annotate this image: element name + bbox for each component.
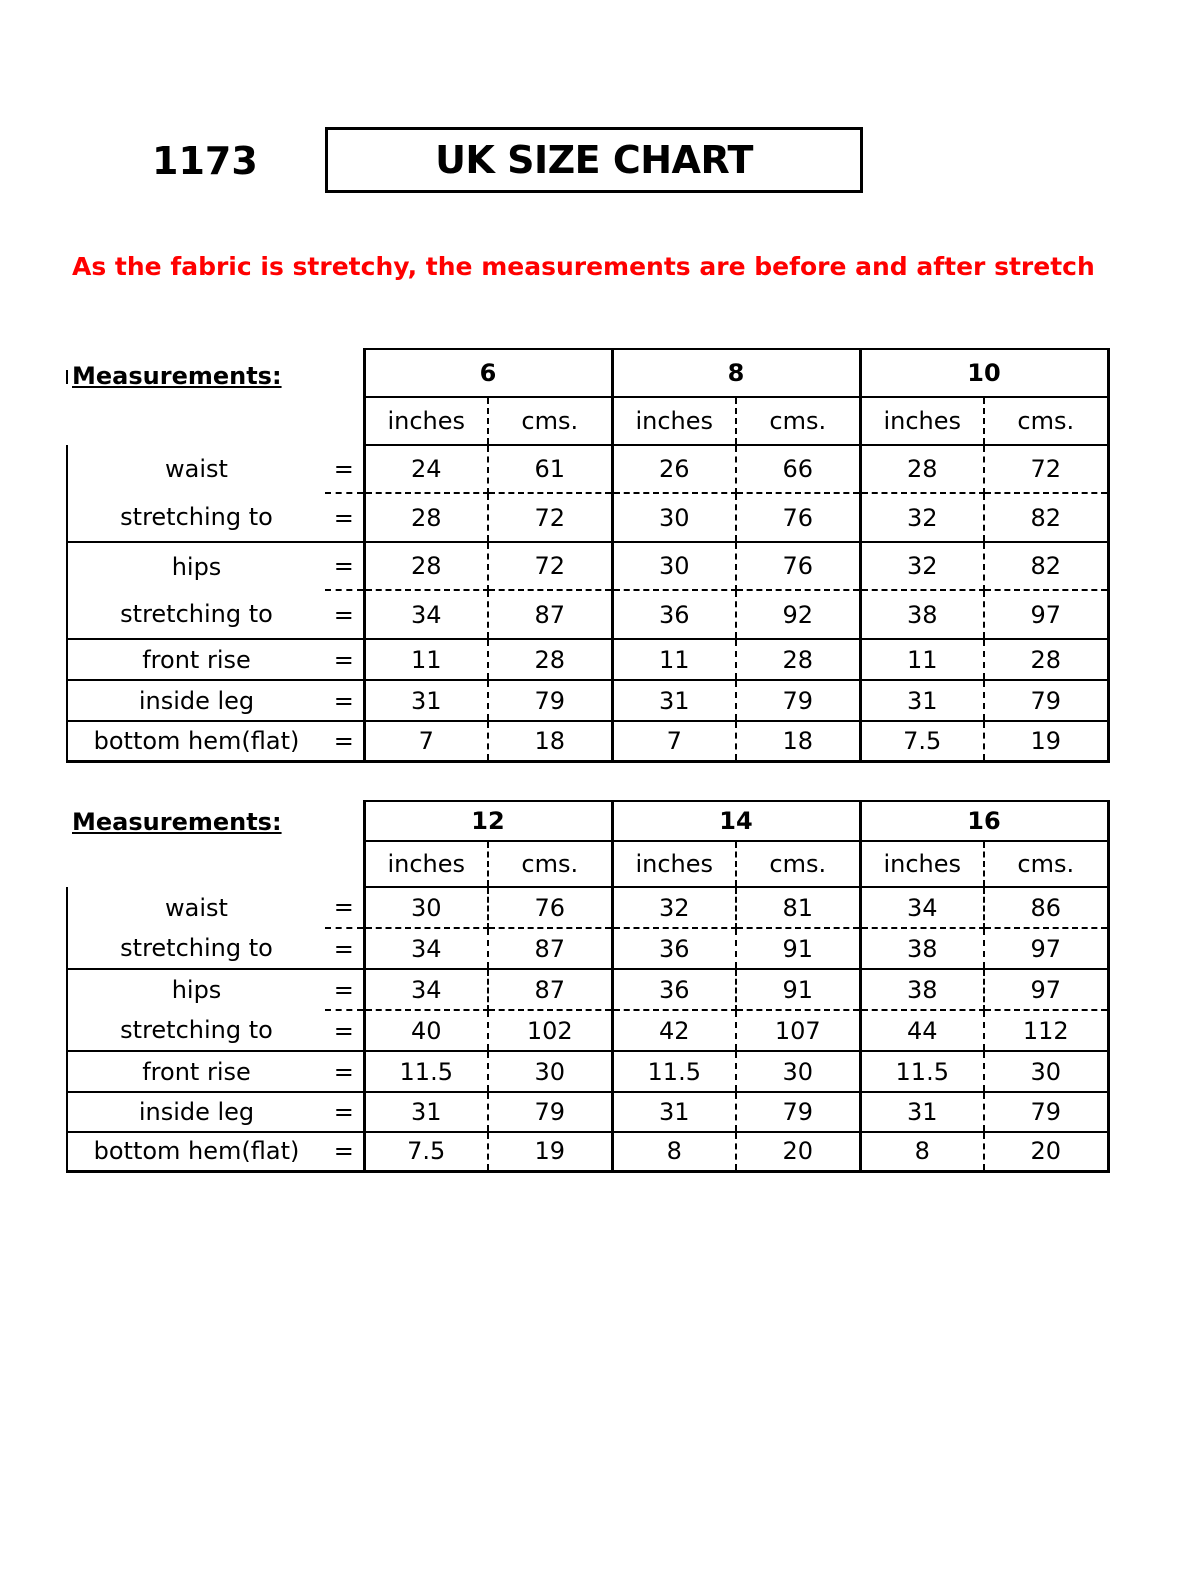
size-header-row xyxy=(67,349,1108,397)
size-table xyxy=(66,800,1110,1173)
value-cms: 97 xyxy=(984,928,1108,969)
value-cms: 87 xyxy=(488,928,612,969)
value-inches: 32 xyxy=(860,542,984,590)
value-cms: 86 xyxy=(984,887,1108,928)
value-cms: 97 xyxy=(984,969,1108,1010)
value-cms: 97 xyxy=(984,590,1108,639)
equals-sign: = xyxy=(325,639,364,680)
value-cms: 19 xyxy=(984,721,1108,761)
unit-cms: cms. xyxy=(488,841,612,887)
value-cms: 92 xyxy=(736,590,860,639)
equals-sign: = xyxy=(325,445,364,493)
value-cms: 61 xyxy=(488,445,612,493)
table-row xyxy=(67,639,1108,680)
value-inches: 31 xyxy=(364,1092,488,1132)
value-cms: 87 xyxy=(488,590,612,639)
value-inches: 31 xyxy=(860,1092,984,1132)
unit-inches: inches xyxy=(612,841,736,887)
value-inches: 44 xyxy=(860,1010,984,1051)
value-inches: 32 xyxy=(860,493,984,542)
table-row xyxy=(67,928,1108,969)
value-inches: 11 xyxy=(860,639,984,680)
equals-sign: = xyxy=(325,1010,364,1051)
header-blank xyxy=(67,349,364,397)
header-blank xyxy=(67,841,364,887)
value-cms: 107 xyxy=(736,1010,860,1051)
value-inches: 11.5 xyxy=(364,1051,488,1092)
equals-sign: = xyxy=(325,1092,364,1132)
value-inches: 34 xyxy=(860,887,984,928)
equals-sign: = xyxy=(325,493,364,542)
measurement-name: stretching to xyxy=(67,590,325,639)
value-inches: 24 xyxy=(364,445,488,493)
unit-header-row xyxy=(67,397,1108,445)
size-header-8: 8 xyxy=(612,349,860,397)
value-inches: 34 xyxy=(364,590,488,639)
value-cms: 76 xyxy=(736,542,860,590)
value-inches: 42 xyxy=(612,1010,736,1051)
value-inches: 28 xyxy=(364,493,488,542)
equals-sign: = xyxy=(325,542,364,590)
measurement-name: inside leg xyxy=(67,680,325,721)
unit-header-row xyxy=(67,841,1108,887)
equals-sign: = xyxy=(325,928,364,969)
value-inches: 11 xyxy=(364,639,488,680)
unit-cms: cms. xyxy=(984,841,1108,887)
value-cms: 79 xyxy=(736,1092,860,1132)
equals-sign: = xyxy=(325,590,364,639)
header-blank xyxy=(67,397,364,445)
table-row xyxy=(67,680,1108,721)
equals-sign: = xyxy=(325,887,364,928)
value-inches: 7.5 xyxy=(860,721,984,761)
measurement-name: front rise xyxy=(67,639,325,680)
table-row xyxy=(67,1051,1108,1092)
table-row xyxy=(67,445,1108,493)
value-cms: 20 xyxy=(736,1132,860,1171)
measurement-name: bottom hem(flat) xyxy=(67,1132,325,1171)
header-blank xyxy=(67,801,364,841)
value-cms: 19 xyxy=(488,1132,612,1171)
unit-inches: inches xyxy=(860,841,984,887)
unit-inches: inches xyxy=(364,397,488,445)
value-cms: 79 xyxy=(488,1092,612,1132)
value-cms: 28 xyxy=(984,639,1108,680)
value-cms: 30 xyxy=(736,1051,860,1092)
table-row xyxy=(67,1132,1108,1171)
value-inches: 7.5 xyxy=(364,1132,488,1171)
value-inches: 34 xyxy=(364,969,488,1010)
value-cms: 82 xyxy=(984,542,1108,590)
measurement-name: bottom hem(flat) xyxy=(67,721,325,761)
value-inches: 40 xyxy=(364,1010,488,1051)
value-cms: 20 xyxy=(984,1132,1108,1171)
value-inches: 31 xyxy=(612,680,736,721)
value-cms: 28 xyxy=(736,639,860,680)
measurement-name: waist xyxy=(67,887,325,928)
value-inches: 36 xyxy=(612,969,736,1010)
table-row xyxy=(67,721,1108,761)
value-cms: 79 xyxy=(488,680,612,721)
value-cms: 81 xyxy=(736,887,860,928)
value-inches: 36 xyxy=(612,590,736,639)
value-cms: 30 xyxy=(488,1051,612,1092)
unit-inches: inches xyxy=(612,397,736,445)
value-inches: 11.5 xyxy=(612,1051,736,1092)
measurement-name: hips xyxy=(67,969,325,1010)
value-cms: 30 xyxy=(984,1051,1108,1092)
size-header-14: 14 xyxy=(612,801,860,841)
measurement-name: waist xyxy=(67,445,325,493)
value-cms: 79 xyxy=(984,1092,1108,1132)
value-cms: 82 xyxy=(984,493,1108,542)
value-cms: 76 xyxy=(736,493,860,542)
value-inches: 31 xyxy=(612,1092,736,1132)
value-inches: 34 xyxy=(364,928,488,969)
value-inches: 36 xyxy=(612,928,736,969)
measurement-name: hips xyxy=(67,542,325,590)
value-inches: 28 xyxy=(364,542,488,590)
value-inches: 38 xyxy=(860,969,984,1010)
size-header-row xyxy=(67,801,1108,841)
value-inches: 7 xyxy=(612,721,736,761)
value-inches: 11 xyxy=(612,639,736,680)
value-inches: 31 xyxy=(364,680,488,721)
product-code: 1173 xyxy=(152,139,258,183)
measurement-name: stretching to xyxy=(67,1010,325,1051)
table-row xyxy=(67,1010,1108,1051)
equals-sign: = xyxy=(325,969,364,1010)
measurement-name: front rise xyxy=(67,1051,325,1092)
equals-sign: = xyxy=(325,1132,364,1171)
value-cms: 72 xyxy=(488,493,612,542)
table-row xyxy=(67,1092,1108,1132)
value-cms: 18 xyxy=(736,721,860,761)
table-row xyxy=(67,590,1108,639)
value-inches: 38 xyxy=(860,590,984,639)
value-inches: 8 xyxy=(860,1132,984,1171)
size-table xyxy=(66,348,1110,763)
measurement-name: stretching to xyxy=(67,928,325,969)
value-inches: 32 xyxy=(612,887,736,928)
equals-sign: = xyxy=(325,1051,364,1092)
table-row xyxy=(67,493,1108,542)
value-cms: 79 xyxy=(984,680,1108,721)
value-cms: 18 xyxy=(488,721,612,761)
value-inches: 7 xyxy=(364,721,488,761)
equals-sign: = xyxy=(325,721,364,761)
value-cms: 28 xyxy=(488,639,612,680)
value-inches: 38 xyxy=(860,928,984,969)
size-header-16: 16 xyxy=(860,801,1108,841)
value-inches: 31 xyxy=(860,680,984,721)
value-inches: 26 xyxy=(612,445,736,493)
value-cms: 72 xyxy=(984,445,1108,493)
value-inches: 30 xyxy=(612,542,736,590)
page-title: UK SIZE CHART xyxy=(325,127,863,193)
unit-cms: cms. xyxy=(488,397,612,445)
stretch-note: As the fabric is stretchy, the measurements are before and after stretch xyxy=(72,252,1095,281)
size-header-12: 12 xyxy=(364,801,612,841)
value-cms: 72 xyxy=(488,542,612,590)
size-header-6: 6 xyxy=(364,349,612,397)
unit-cms: cms. xyxy=(736,397,860,445)
value-cms: 112 xyxy=(984,1010,1108,1051)
value-cms: 87 xyxy=(488,969,612,1010)
unit-cms: cms. xyxy=(984,397,1108,445)
table-row xyxy=(67,969,1108,1010)
value-cms: 76 xyxy=(488,887,612,928)
table-row xyxy=(67,887,1108,928)
unit-cms: cms. xyxy=(736,841,860,887)
value-cms: 91 xyxy=(736,928,860,969)
unit-inches: inches xyxy=(860,397,984,445)
measurements-label: Measurements: xyxy=(72,362,282,390)
value-inches: 30 xyxy=(364,887,488,928)
value-cms: 66 xyxy=(736,445,860,493)
value-cms: 91 xyxy=(736,969,860,1010)
table-row xyxy=(67,542,1108,590)
value-inches: 11.5 xyxy=(860,1051,984,1092)
size-header-10: 10 xyxy=(860,349,1108,397)
measurement-name: stretching to xyxy=(67,493,325,542)
value-cms: 102 xyxy=(488,1010,612,1051)
value-inches: 30 xyxy=(612,493,736,542)
measurements-label: Measurements: xyxy=(72,808,282,836)
value-cms: 79 xyxy=(736,680,860,721)
value-inches: 28 xyxy=(860,445,984,493)
equals-sign: = xyxy=(325,680,364,721)
measurement-name: inside leg xyxy=(67,1092,325,1132)
unit-inches: inches xyxy=(364,841,488,887)
value-inches: 8 xyxy=(612,1132,736,1171)
